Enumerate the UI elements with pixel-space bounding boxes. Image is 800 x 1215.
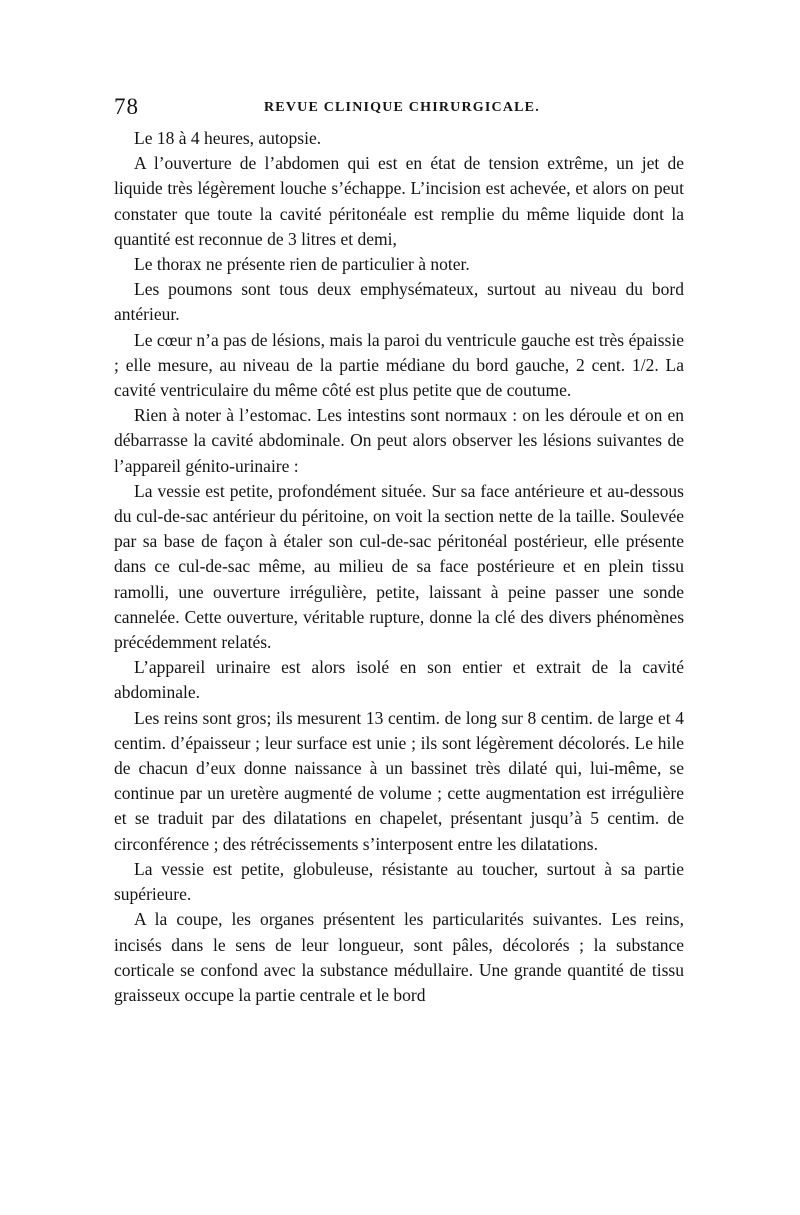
- paragraph: La vessie est petite, globuleuse, résistante au toucher, surtout à sa partie supérieure.: [114, 858, 684, 905]
- paragraph: L’appareil urinaire est alors isolé en son entier et extrait de la cavité abdominale.: [114, 657, 684, 703]
- paragraph: Les poumons sont tous deux emphysémateux, surtout au niveau du bord antérieur.: [114, 279, 684, 325]
- paragraph: Le thorax ne présente rien de particulier à noter.: [134, 254, 470, 275]
- paragraph: Le cœur n’a pas de lésions, mais la paroi du ventricule gauche est très épaissie ; elle mesure, au niveau de la partie médiane du bord gauche, 2 cent. 1/2. La cavité ventriculaire du même côté est plus petite que de coutume.: [114, 329, 684, 401]
- paragraph: La vessie est petite, profondément située. Sur sa face antérieure et au-dessous du cul-de-sac antérieur du péritoine, on voit la section nette de la taille. Soulevée par sa base de façon à étaler son cul-de-sac péritonéal postérieur, elle présente dans ce cul-de-sac même, au milieu de sa face postérieure et en plein tissu ramolli, une ouverture irrégulière, petite, laissant à peine passer une sonde cannelée. Cette ouverture, véritable rupture, donne la clé des divers phénomènes précédemment relatés.: [114, 480, 684, 653]
- paragraph: Le 18 à 4 heures, autopsie.: [134, 128, 322, 148]
- page-number: 78: [114, 94, 139, 119]
- paragraph: A la coupe, les organes présentent les particularités suivantes. Les reins, incisés dans le sens de leur longueur, sont pâles, décolorés ; la substance corticale se confond avec la substance médullaire. Une grande quantité de tissu graisseux occupe la partie centrale et le bord: [114, 909, 684, 1005]
- running-title: REVUE CLINIQUE CHIRURGICALE.: [264, 100, 540, 115]
- body-text: [114, 126, 684, 1008]
- paragraph: A l’ouverture de l’abdomen qui est en état de tension extrême, un jet de liquide très légèrement louche s’échappe. L’incision est achevée, et alors on peut constater que toute la cavité péritonéale est remplie du même liquide dont la quantité est reconnue de 3 litres et demi,: [114, 153, 684, 249]
- paragraph: Les reins sont gros; ils mesurent 13 centim. de long sur 8 centim. de large et 4 centim. d’épaisseur ; leur surface est unie ; ils sont légèrement décolorés. Le hile de chacun d’eux donne naissance à un bassinet très dilaté qui, lui-même, se continue par un uretère augmenté de volume ; cette augmentation est irrégulière et se traduit par des dilatations en chapelet, présentant jusqu’à 5 centim. de circonférence ; des rétrécissements s’interposent entre les dilatations.: [114, 707, 684, 854]
- page-header: [114, 94, 684, 124]
- paragraph: Rien à noter à l’estomac. Les intestins sont normaux : on les déroule et on en débarrasse la cavité abdominale. On peut alors observer les lésions suivantes de l’appareil génito-urinaire :: [114, 405, 684, 476]
